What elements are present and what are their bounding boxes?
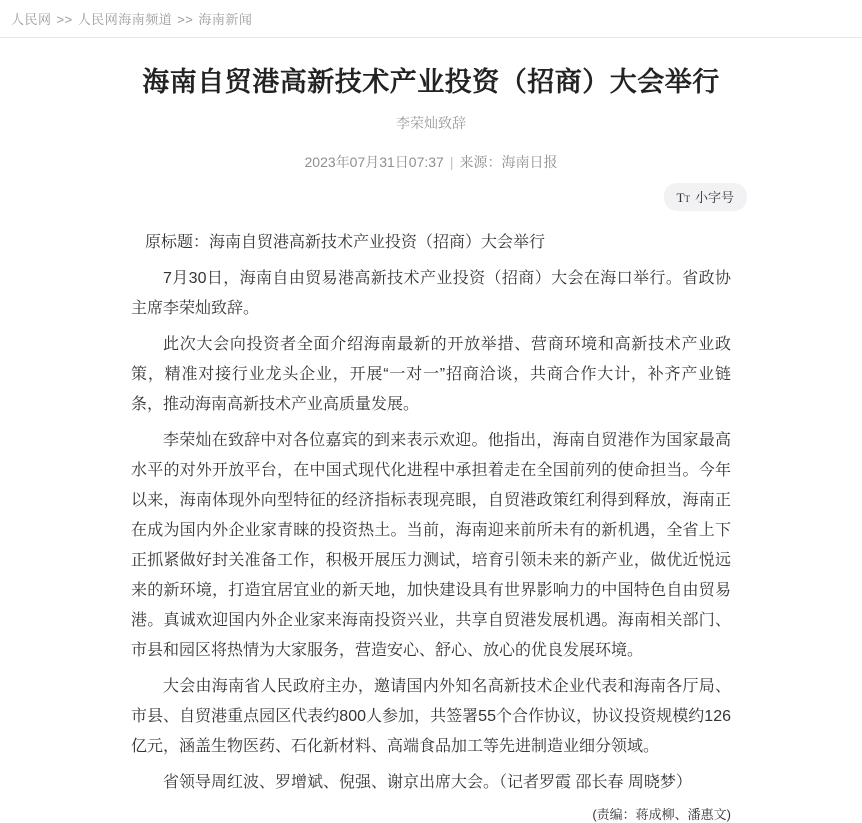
source-label: 来源： (459, 154, 502, 170)
article-paragraph: 此次大会向投资者全面介绍海南最新的开放举措、营商环境和高新技术产业政策，精准对接行业龙头企业，开展“一对一”招商洽谈，共商合作大计，补齐产业链条，推动海南高新技术产业高质量发展。 (131, 336, 731, 413)
article-body (131, 264, 731, 798)
article-paragraph: 7月30日，海南自由贸易港高新技术产业投资（招商）大会在海口举行。省政协主席李荣灿致辞。 (131, 270, 731, 317)
font-size-button-label: 小字号 (694, 190, 734, 205)
breadcrumb-separator: >> (56, 12, 73, 27)
article-container (131, 64, 734, 823)
font-size-icon: TT (676, 190, 690, 205)
breadcrumb-link-people-net[interactable]: 人民网 (11, 12, 52, 27)
breadcrumb-separator: >> (177, 12, 194, 27)
source-name: 海南日报 (501, 154, 558, 170)
article-subtitle: 李荣灿致辞 (396, 115, 466, 131)
page-title: 海南自贸港高新技术产业投资（招商）大会举行 (142, 67, 720, 97)
article-paragraph: 李荣灿在致辞中对各位嘉宾的到来表示欢迎。他指出，海南自贸港作为国家最高水平的对外开放平台，在中国式现代化进程中承担着走在全国前列的使命担当。今年以来，海南体现外向型特征的经济指标表现亮眼，自贸港政策红利得到释放，海南正在成为国内外企业家青睐的投资热土。当前，海南迎来前所未有的新机遇，全省上下正抓紧做好封关准备工作，积极开展压力测试，培育引领未来的新产业，做优近悦远来的新环境，打造宜居宜业的新天地，加快建设具有世界影响力的中国特色自由贸易港。真诚欢迎国内外企业家来海南投资兴业，共享自贸港发展机遇。海南相关部门、市县和园区将热情为大家服务，营造安心、舒心、放心的优良发展环境。 (131, 432, 731, 659)
publish-datetime: 2023年07月31日07:37 (304, 154, 444, 170)
font-size-button[interactable] (664, 183, 747, 211)
article-toolbar (131, 183, 747, 211)
original-title: 原标题：海南自贸港高新技术产业投资（招商）大会举行 (145, 234, 546, 251)
article-paragraph: 大会由海南省人民政府主办，邀请国内外知名高新技术企业代表和海南各厅局、市县、自贸港重点园区代表约800人参加，共签署55个合作协议，协议投资规模约126亿元，涵盖生物医药、石化新材料、高端食品加工等先进制造业细分领域。 (131, 678, 731, 755)
meta-separator: | (449, 154, 454, 170)
editor-note: (责编：蒋成柳、潘惠文) (592, 807, 731, 822)
breadcrumb-link-hainan-news[interactable]: 海南新闻 (198, 12, 253, 27)
article-paragraph: 省领导周红波、罗增斌、倪强、谢京出席大会。（记者罗霞 邵长春 周晓梦） (163, 774, 692, 791)
breadcrumb-link-hainan-channel[interactable]: 人民网海南频道 (77, 12, 173, 27)
article-meta (131, 152, 731, 172)
breadcrumb (0, 0, 862, 38)
